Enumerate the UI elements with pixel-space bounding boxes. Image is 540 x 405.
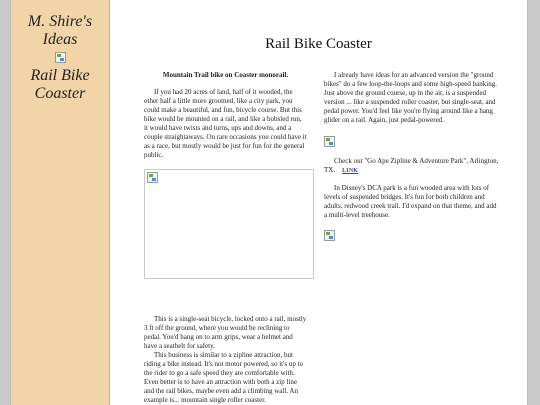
go-ape-link[interactable]: LINK [342,168,359,174]
broken-image-icon [147,172,158,183]
main-image-placeholder [144,169,314,279]
broken-image-icon [324,136,335,147]
right-column [324,71,500,241]
bike-description-paragraph: This is a single-seat bicycle, locked onto a rail, mostly 3 ft off the ground, where you would be reclining to pedal. You'd hang on to arm grips, wear a helmet and have a seatbelt for safety. [144,315,307,350]
main-content [110,0,527,405]
sidebar [11,0,110,405]
page-title: Rail Bike Coaster [265,36,372,52]
go-ape-text: Check out "Go Ape Zipline & Adventure Park", Arlington, TX. [324,157,499,174]
advanced-ideas-paragraph: I already have ideas for an advanced version the "ground bikes" do a few loop-the-loops and some high-speed banking. Just above the ground course, up in the air, is a suspended version ... like a suspended roller coaster, but single-seat, and pedal power. You'd feel like you're flying around like a hang glider on a rail. Again, just pedal-powered. [324,71,497,124]
page-frame [10,0,528,405]
article-heading: Mountain Trail bike on Coaster monorail. [162,71,289,79]
broken-image-icon [55,52,66,63]
intro-paragraph: If you had 20 acres of land, half of it wooded, the other half a little more groomed, like a city park, you could make a beautiful, and fun, bicycle course. But this bike would be mounted on a rail, and like a bobsled run, it would have twists and turns, ups and downs, and a couple straightaways. On rare occasions you could have it as a race, but mostly would be just for fun for the general public. [144,88,307,159]
disney-paragraph: In Disney's DCA park is a fun wooded area with lots of levels of suspended bridges. It's fun for both children and adults. redwood creek trail. I'd expand on that theme, and add a multi-level treehouse. [324,184,497,219]
business-paragraph: This business is similar to a zipline attraction, but riding a bike instead. It's not motor powered, so it's up to the rider to go a safe speed they are comfortable with. Even better is to have an attraction with both a zip line and the rail bikes, maybe even add a climbing wall. An example is... mountain single roller coaster. [144,351,304,404]
left-column [144,71,307,405]
go-ape-paragraph [324,157,500,176]
sidebar-page-name: Rail Bike Coaster [30,67,90,102]
broken-image-icon [324,230,335,241]
site-name: M. Shire's Ideas [27,13,93,48]
